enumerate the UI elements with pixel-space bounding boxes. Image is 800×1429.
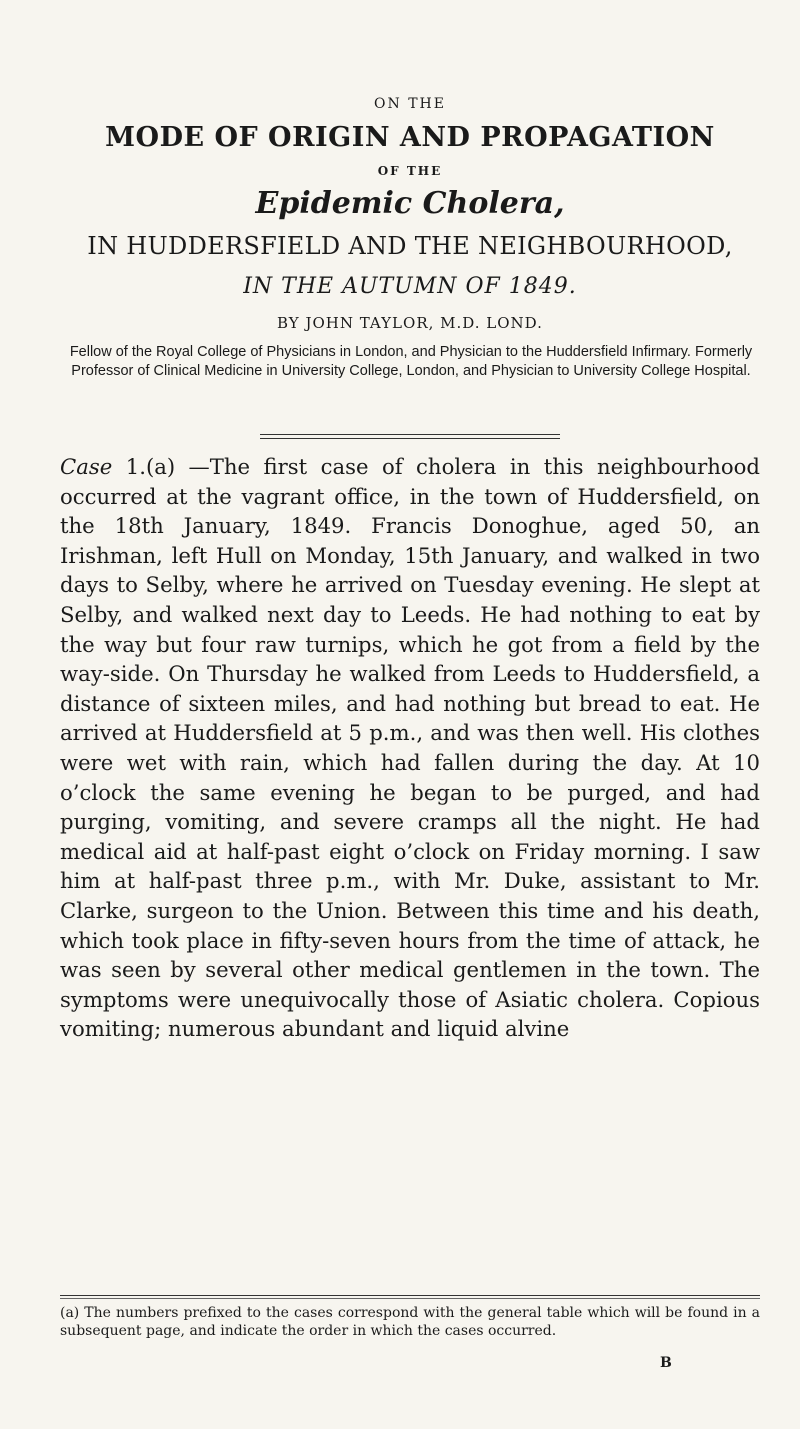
page-title: MODE OF ORIGIN AND PROPAGATION bbox=[105, 122, 715, 153]
gothic-title: Epidemic Cholera, bbox=[255, 186, 565, 221]
double-rule-divider bbox=[260, 434, 560, 439]
heading-on-the: ON THE bbox=[374, 96, 446, 112]
case-text: 1.(a) —The first case of cholera in this neighbourhood occurred at the vagrant office, in the town of Huddersfield, on the 18th January, 1849. Francis Donoghue, aged 50, an Irishman, left Hull on Monday, 15th January, and walked in two days to Selby, where he arrived on Tuesday evening. He slept at Selby, and walked next day to Leeds. He had nothing to eat by the way but four raw turnips, which he got from a field by the way-side. On Thursday he walked from Leeds to Huddersfield, a distance of sixteen miles, and had nothing but bread to eat. He arrived at Huddersfield at 5 p.m., and was then well. His clothes were wet with rain, which had fallen during the day. At 10 o’clock the same evening he began to be purged, and had purging, vomiting, and severe cramps all the night. He had medical aid at half-past eight o’clock on Friday morning. I saw him at half-past three p.m., with Mr. Duke, assistant to Mr. Clarke, surgeon to the Union. Between this time and his death, which took place in fifty-seven hours from the time of attack, he was seen by several other medical gentlemen in the town. The symptoms were unequivocally those of Asiatic cholera. Copious vomiting; numerous abundant and liquid alvine bbox=[60, 454, 760, 1042]
heading-of-the: OF THE bbox=[377, 164, 443, 178]
place-heading: IN HUDDERSFIELD AND THE NEIGHBOURHOOD, bbox=[87, 232, 733, 260]
season-heading: IN THE AUTUMN OF 1849. bbox=[243, 274, 577, 299]
author-credentials: Fellow of the Royal College of Physicians in London, and Physician to the Huddersfield Infirmary. Formerly Professor of Clinical Medicine in University College, London, and Physician to University College Hospital. bbox=[69, 344, 753, 379]
signature-mark: B bbox=[660, 1355, 672, 1371]
case-label: Case bbox=[60, 454, 113, 479]
author-line: BY JOHN TAYLOR, M.D. LOND. bbox=[277, 314, 543, 332]
case-paragraph bbox=[60, 452, 760, 1044]
footnote-rule bbox=[60, 1295, 760, 1299]
footnote: (a) The numbers prefixed to the cases correspond with the general table which will be found in a subsequent page, and indicate the order in which the cases occurred. bbox=[60, 1305, 760, 1339]
